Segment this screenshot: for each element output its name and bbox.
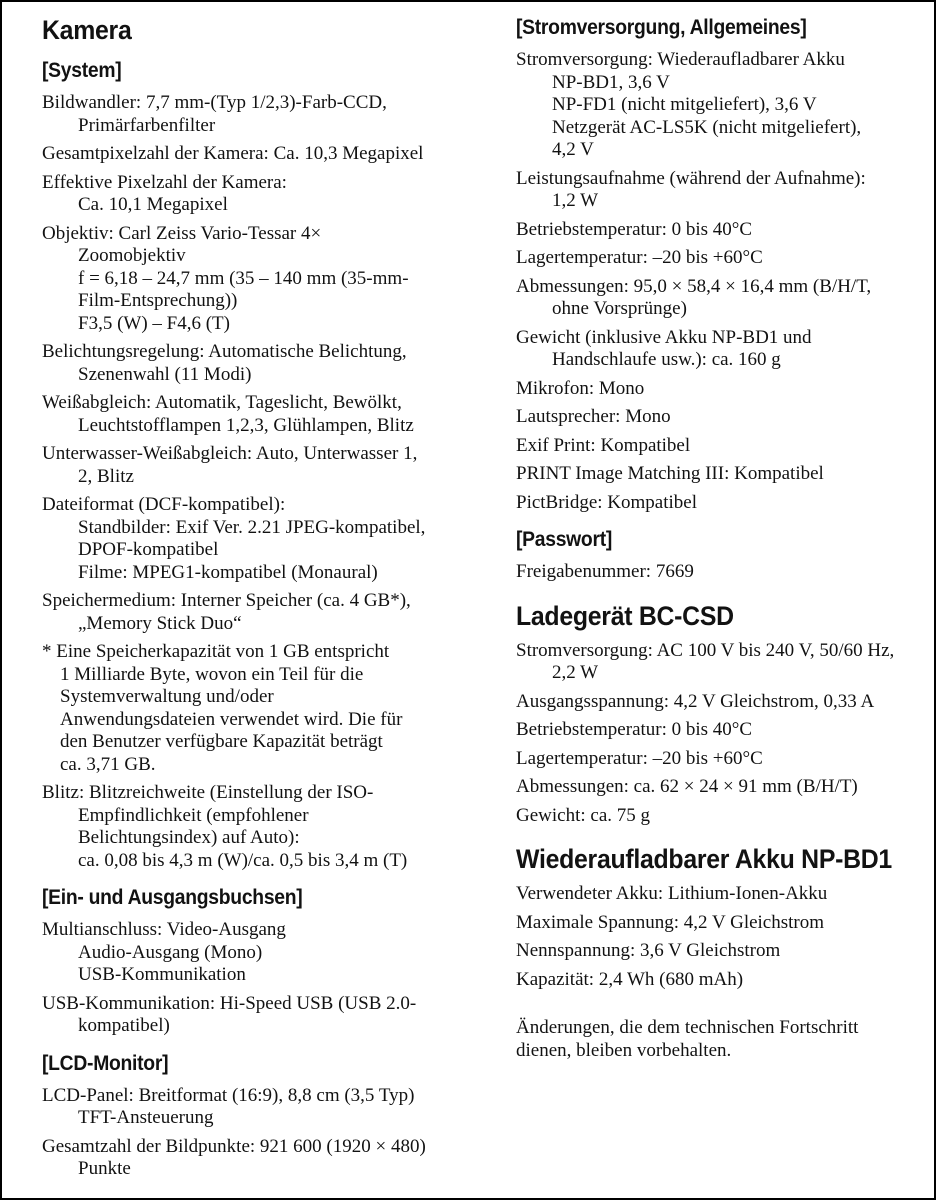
text-line: Abmessungen: ca. 62 × 24 × 91 mm (B/H/T) xyxy=(516,776,858,797)
heading-wiederaufladbarer-akku-np-bd1: Wiederaufladbarer Akku NP-BD1 xyxy=(516,844,892,874)
text-line: Ca. 10,1 Megapixel xyxy=(78,194,228,215)
spec-entry xyxy=(42,993,494,1038)
text-line: Leuchtstofflampen 1,2,3, Glühlampen, Blitz xyxy=(78,414,414,436)
text-line: NP-BD1, 3,6 V xyxy=(552,71,670,93)
spec-entry xyxy=(516,640,936,685)
text-line: Ausgangsspannung: 4,2 V Gleichstrom, 0,33 A xyxy=(516,690,875,712)
spec-entry xyxy=(42,919,494,987)
text-line: f = 6,18 – 24,7 mm (35 – 140 mm (35-mm- xyxy=(78,267,409,289)
text-line: Kapazität: 2,4 Wh (680 mAh) xyxy=(516,968,744,990)
text-line: Änderungen, die dem technischen Fortschritt xyxy=(516,1017,859,1038)
spec-entry xyxy=(42,223,494,336)
text-line: Unterwasser-Weißabgleich: Auto, Unterwasser 1, xyxy=(42,443,418,464)
text-line: Stromversorgung: AC 100 V bis 240 V, 50/60 Hz, xyxy=(516,639,895,661)
heading-ein-und-ausgangsbuchsen: [Ein- und Ausgangsbuchsen] xyxy=(42,886,303,909)
spec-entry xyxy=(516,719,936,742)
text-line: * Eine Speicherkapazität von 1 GB entspricht xyxy=(42,641,390,662)
text-line: dienen, bleiben vorbehalten. xyxy=(516,1039,732,1061)
text-line: ca. 3,71 GB. xyxy=(60,753,156,775)
text-line: Film-Entsprechung)) xyxy=(78,290,238,311)
text-line: Punkte xyxy=(78,1158,131,1179)
spec-entry xyxy=(516,168,936,213)
text-line: Handschlaufe usw.): ca. 160 g xyxy=(552,349,781,370)
text-line: Belichtungsindex) auf Auto): xyxy=(78,827,300,848)
text-line: Zoomobjektiv xyxy=(78,245,186,266)
text-line: Gesamtzahl der Bildpunkte: 921 600 (1920 × 480) xyxy=(42,1135,426,1157)
text-line: Lagertemperatur: –20 bis +60°C xyxy=(516,747,763,769)
spec-entry xyxy=(516,691,936,714)
text-line: Empfindlichkeit (empfohlener xyxy=(78,804,309,826)
text-line: Audio-Ausgang (Mono) xyxy=(78,941,263,963)
text-line: Lagertemperatur: –20 bis +60°C xyxy=(516,247,763,268)
spec-entry xyxy=(42,341,494,386)
text-line: TFT-Ansteuerung xyxy=(78,1107,214,1128)
text-line: Weißabgleich: Automatik, Tageslicht, Bewölkt, xyxy=(42,392,402,413)
spec-entry xyxy=(516,492,936,515)
spec-entry xyxy=(516,748,936,771)
text-line: den Benutzer verfügbare Kapazität beträgt xyxy=(60,731,383,752)
text-line: Speichermedium: Interner Speicher (ca. 4 GB*), xyxy=(42,590,411,611)
spec-entry xyxy=(516,776,936,799)
right-column xyxy=(516,15,936,1198)
spec-entry xyxy=(516,49,936,162)
text-line: 1 Milliarde Byte, wovon ein Teil für die xyxy=(60,663,364,685)
spec-entry xyxy=(516,406,936,429)
heading-ladegeraet-bc-csd: Ladegerät BC-CSD xyxy=(516,600,734,631)
spec-entry xyxy=(516,561,936,584)
text-line: Multianschluss: Video-Ausgang xyxy=(42,919,286,940)
spec-entry xyxy=(516,940,936,963)
text-line: Belichtungsregelung: Automatische Belichtung, xyxy=(42,341,407,362)
spec-entry xyxy=(516,247,936,270)
spec-entry xyxy=(42,1085,494,1130)
text-line: Verwendeter Akku: Lithium-Ionen-Akku xyxy=(516,883,828,904)
spec-entry xyxy=(42,143,494,166)
spec-entry xyxy=(516,378,936,401)
text-line: Freigabenummer: 7669 xyxy=(516,561,694,582)
spec-entry xyxy=(516,883,936,906)
text-line: Leistungsaufnahme (während der Aufnahme): xyxy=(516,167,866,189)
footnote-paragraph xyxy=(42,641,494,776)
text-line: Primärfarbenfilter xyxy=(78,114,216,136)
text-line: Gewicht (inklusive Akku NP-BD1 und xyxy=(516,326,812,348)
spec-entry xyxy=(42,172,494,217)
text-line: Objektiv: Carl Zeiss Vario-Tessar 4× xyxy=(42,222,322,244)
text-line: kompatibel) xyxy=(78,1015,170,1036)
spec-entry xyxy=(42,92,494,137)
text-line: Gewicht: ca. 75 g xyxy=(516,804,651,826)
spec-entry xyxy=(42,590,494,635)
note-paragraph xyxy=(516,1017,936,1062)
spec-entry xyxy=(42,494,494,584)
text-line: PRINT Image Matching III: Kompatibel xyxy=(516,463,824,484)
text-line: ca. 0,08 bis 4,3 m (W)/ca. 0,5 bis 3,4 m (T) xyxy=(78,849,408,871)
text-line: Filme: MPEG1-kompatibel (Monaural) xyxy=(78,561,378,583)
text-line: 4,2 V xyxy=(552,139,594,160)
text-line: 1,2 W xyxy=(552,190,599,211)
heading-passwort: [Passwort] xyxy=(516,528,613,551)
text-line: USB-Kommunikation: Hi-Speed USB (USB 2.0- xyxy=(42,992,417,1014)
text-line: Exif Print: Kompatibel xyxy=(516,434,691,456)
text-line: F3,5 (W) – F4,6 (T) xyxy=(78,312,230,334)
text-line: Maximale Spannung: 4,2 V Gleichstrom xyxy=(516,911,825,933)
spec-entry xyxy=(42,443,494,488)
heading-stromversorgung-allgemeines: [Stromversorgung, Allgemeines] xyxy=(516,16,807,39)
spec-entry xyxy=(42,1136,494,1181)
spec-entry xyxy=(516,969,936,992)
text-line: Lautsprecher: Mono xyxy=(516,406,671,427)
text-line: Betriebstemperatur: 0 bis 40°C xyxy=(516,218,753,240)
spec-entry xyxy=(516,276,936,321)
heading-system: [System] xyxy=(42,59,122,82)
text-line: Systemverwaltung und/oder xyxy=(60,686,274,707)
left-column xyxy=(42,15,494,1198)
text-line: ohne Vorsprünge) xyxy=(552,298,687,319)
text-line: DPOF-kompatibel xyxy=(78,539,219,560)
spec-entry xyxy=(516,327,936,372)
text-line: Gesamtpixelzahl der Kamera: Ca. 10,3 Megapixel xyxy=(42,143,424,164)
text-line: NP-FD1 (nicht mitgeliefert), 3,6 V xyxy=(552,94,817,115)
spec-entry xyxy=(42,392,494,437)
spec-entry xyxy=(42,782,494,872)
text-line: USB-Kommunikation xyxy=(78,964,246,985)
spec-entry xyxy=(516,435,936,458)
text-line: Effektive Pixelzahl der Kamera: xyxy=(42,171,287,193)
text-line: Betriebstemperatur: 0 bis 40°C xyxy=(516,719,753,740)
text-line: 2,2 W xyxy=(552,662,599,683)
text-line: Stromversorgung: Wiederaufladbarer Akku xyxy=(516,49,845,70)
text-line: LCD-Panel: Breitformat (16:9), 8,8 cm (3,5 Typ) xyxy=(42,1084,415,1106)
spec-entry xyxy=(516,463,936,486)
text-line: Szenenwahl (11 Modi) xyxy=(78,363,252,385)
spec-entry xyxy=(516,912,936,935)
text-line: „Memory Stick Duo“ xyxy=(78,612,242,634)
text-line: Mikrofon: Mono xyxy=(516,377,645,399)
text-line: Dateiformat (DCF-kompatibel): xyxy=(42,494,286,515)
text-line: Standbilder: Exif Ver. 2.21 JPEG-kompatibel, xyxy=(78,516,426,538)
spec-entry xyxy=(516,805,936,828)
text-line: PictBridge: Kompatibel xyxy=(516,491,698,513)
text-line: Bildwandler: 7,7 mm-(Typ 1/2,3)-Farb-CCD, xyxy=(42,92,387,113)
spec-entry xyxy=(516,219,936,242)
text-line: Netzgerät AC-LS5K (nicht mitgeliefert), xyxy=(552,116,862,138)
text-line: Anwendungsdateien verwendet wird. Die für xyxy=(60,708,403,730)
text-line: Abmessungen: 95,0 × 58,4 × 16,4 mm (B/H/T, xyxy=(516,275,872,297)
text-line: Blitz: Blitzreichweite (Einstellung der ISO- xyxy=(42,782,374,803)
heading-lcd-monitor: [LCD-Monitor] xyxy=(42,1051,169,1075)
heading-kamera: Kamera xyxy=(42,15,132,45)
text-line: Nennspannung: 3,6 V Gleichstrom xyxy=(516,940,781,961)
text-line: 2, Blitz xyxy=(78,465,134,487)
